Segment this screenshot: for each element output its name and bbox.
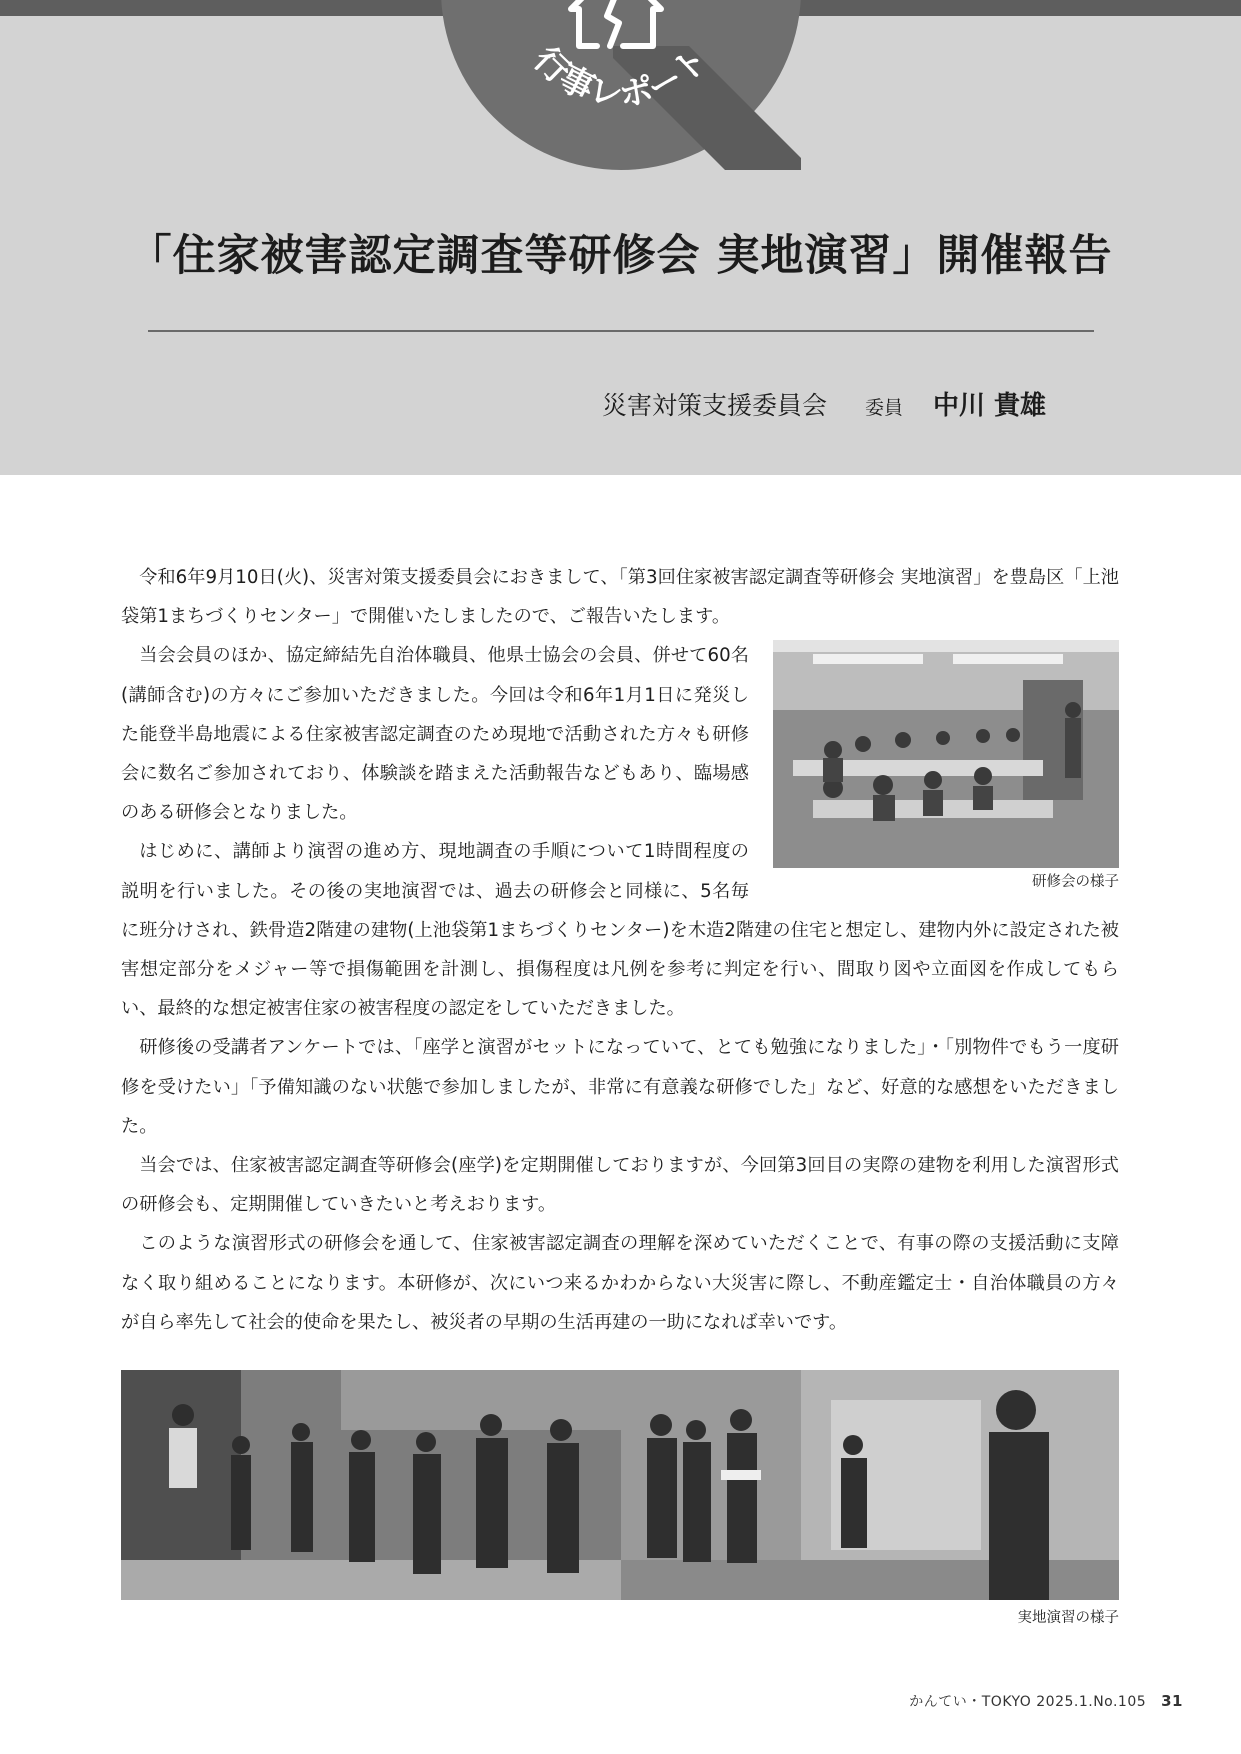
field-photo-outdoor	[121, 1370, 621, 1600]
author-role: 委員	[864, 397, 903, 419]
author-organization: 災害対策支援委員会	[602, 391, 828, 420]
seminar-photo	[773, 640, 1119, 868]
badge-graphic	[441, 0, 801, 170]
seminar-caption: 研修会の様子	[1032, 874, 1119, 891]
seminar-figure	[773, 640, 1119, 894]
seminar-photo-graphic	[773, 640, 1119, 868]
header-band	[0, 0, 1241, 475]
publication-name: かんてい・TOKYO 2025.1.No.105	[909, 1694, 1147, 1710]
article-paragraph: このような演習形式の研修会を通して、住家被害認定調査の理解を深めていただくことで、有事の際の支援活動に支障なく取り組めることになります。本研修が、次にいつ来るかわからない大災害に際し、不動産鑑定士・自治体職員の方々が自ら率先して社会的使命を果たし、被災者の早期の生活再建の一助になれば幸いです。	[121, 1233, 1119, 1333]
badge-label-text: 行事レポート	[525, 39, 717, 116]
broken-house-icon	[571, 0, 661, 46]
page-number: 31	[1161, 1692, 1183, 1710]
title-divider	[148, 330, 1094, 332]
category-badge	[441, 0, 801, 170]
article-paragraph: 令和6年9月10日(火)、災害対策支援委員会におきまして、「第3回住家被害認定調査等研修会 実地演習」を豊島区「上池袋第1まちづくりセンター」で開催いたしましたので、ご報告いたします。	[121, 567, 1119, 628]
field-photo-indoor-graphic	[621, 1370, 1119, 1600]
field-photo-outdoor-graphic	[121, 1370, 621, 1600]
article-paragraph: 当会会員のほか、協定締結先自治体職員、他県士協会の会員、併せて60名(講師含む)の方々にご参加いただきました。今回は令和6年1月1日に発災した能登半島地震による住家被害認定調査のため現地で活動された方々も研修会に数名ご参加されており、体験談を踏まえた活動報告などもあり、臨場感のある研修会となりました。	[121, 645, 749, 824]
article-body	[121, 558, 1119, 1342]
field-caption: 実地演習の様子	[1017, 1610, 1119, 1626]
field-photo-indoor	[621, 1370, 1119, 1600]
field-photo-strip	[121, 1370, 1119, 1600]
article-paragraph: 研修後の受講者アンケートでは、「座学と演習がセットになっていて、とても勉強になりました」・「別物件でもう一度研修を受けたい」「予備知識のない状態で参加しましたが、非常に有意義な研修でした」など、好意的な感想をいただきました。	[121, 1037, 1119, 1137]
author-name: 中川 貴雄	[932, 391, 1046, 421]
article-paragraph: はじめに、講師より演習の進め方、現地調査の手順について1時間程度の説明を行いました。その後の実地演習では、過去の研修会と同様に、5名毎に班分けされ、鉄骨造2階建の建物(上池袋第1まちづくりセンター)を木造2階建の住宅と想定し、建物内外に設定された被害想定部分をメジャー等で損傷範囲を計測し、損傷程度は凡例を参考に判定を行い、間取り図や立面図を作成してもらい、最終的な想定被害住家の被害程度の認定をしていただきました。	[121, 841, 1119, 1020]
article-paragraph: 当会では、住家被害認定調査等研修会(座学)を定期開催しておりますが、今回第3回目の実際の建物を利用した演習形式の研修会も、定期開催していきたいと考えおります。	[121, 1155, 1119, 1216]
page-footer	[909, 1691, 1183, 1711]
author-line	[602, 385, 1046, 422]
field-figure	[121, 1370, 1119, 1627]
page-title: 「住家被害認定調査等研修会 実地演習」開催報告	[128, 231, 1113, 281]
